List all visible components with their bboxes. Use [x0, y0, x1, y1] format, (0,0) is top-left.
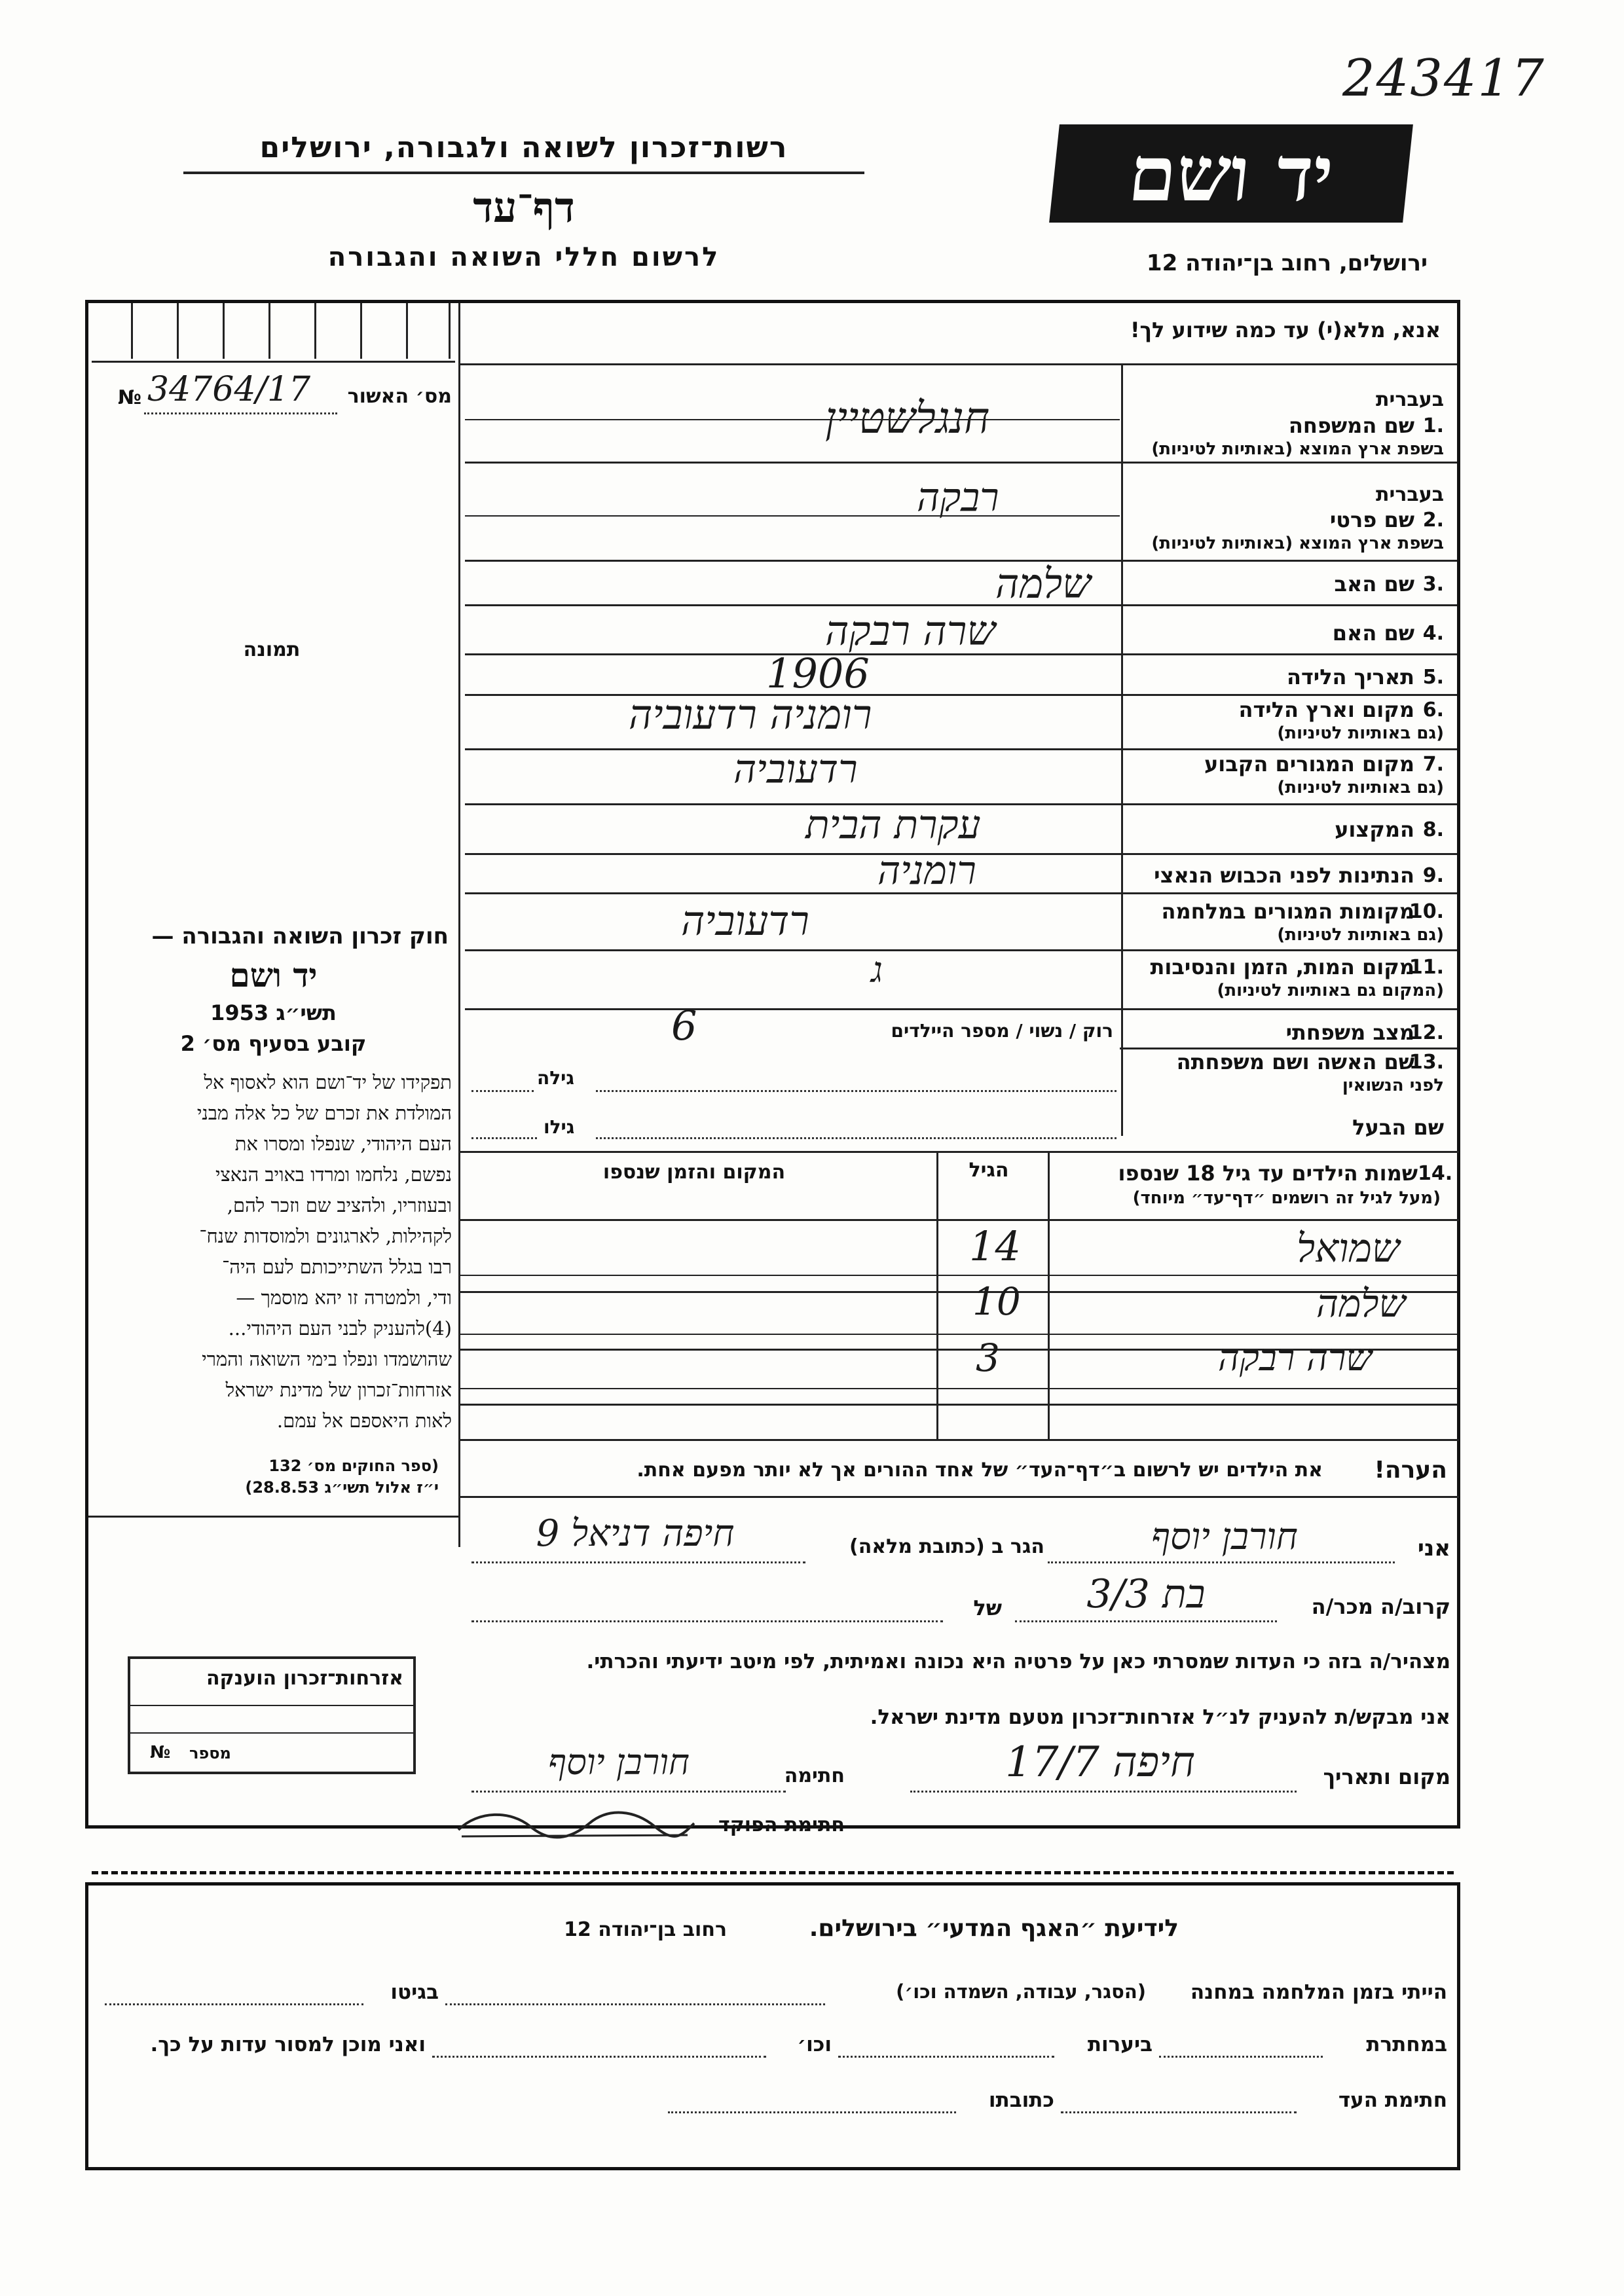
registration-number: 34764/17 [147, 370, 311, 409]
registration-dots [144, 412, 337, 414]
field-5-label: תאריך הלידה [1286, 665, 1414, 689]
law-line: תפקידו של יד־ושם הוא לאסוף אל [204, 1071, 452, 1093]
field-6-label: מקום וארץ הלידה [1238, 697, 1414, 722]
bottom-line1-dots-2 [105, 2003, 363, 2005]
note-bottom-rule [458, 1496, 1459, 1498]
witness-of-label: של [973, 1595, 1002, 1620]
signature-dots [471, 1791, 786, 1793]
bottom-title: לידיעת ״האגף המדעי״ בירושלים. [809, 1915, 1179, 1942]
field-11-value: ג [871, 949, 883, 991]
field-6-num: 6. [1422, 699, 1444, 721]
field-3-num: 3. [1422, 573, 1444, 596]
bottom-line2-c: וכו׳ [797, 2033, 832, 2056]
bottom-line3-dots-2 [668, 2111, 956, 2113]
law-line: לאות היאספם אל עמם. [276, 1410, 452, 1432]
witness-i-label: אני [1417, 1535, 1450, 1561]
field-2-label: שם פרטי [1329, 507, 1414, 532]
officer-signature-label: חתימת הפוקד [718, 1813, 845, 1836]
field-1-num: 1. [1422, 414, 1444, 437]
child-2-age: 10 [972, 1279, 1021, 1324]
law-bottom-rule [88, 1516, 460, 1518]
field-2-sub: בשפת ארץ המוצא (באותיות לטיניות) [1151, 534, 1444, 553]
field-11-sub: (המקום גם באותיות לטיניות) [1217, 981, 1444, 1000]
citizenship-number-label: מספר [189, 1744, 231, 1762]
citizenship-box [128, 1656, 416, 1774]
bottom-line1-c: בגיטו [390, 1980, 439, 2004]
field-5-value: 1906 [766, 649, 870, 697]
law-line: אזרחות־זכרון של מדינת ישראל [225, 1379, 452, 1401]
law-line: ודי, ולמטרה זו יהא מוסמך — [236, 1286, 452, 1309]
registration-no-sign: № [118, 386, 142, 409]
signature-value: חורבן יוסף [548, 1741, 690, 1783]
children-top-rule [458, 1151, 1459, 1153]
witness-name-dots [1048, 1561, 1395, 1563]
law-line: המולדת את זכרם של כל אלה מבני [196, 1102, 452, 1124]
field-10-num: 10. [1409, 900, 1444, 923]
husband-age-label: גילו [544, 1116, 575, 1138]
law-name: יד ושם [229, 956, 318, 994]
field-11-label: מקום המות, הזמן והנסיבות [1150, 955, 1414, 979]
field-11-num: 11. [1409, 956, 1444, 979]
field-1-label: שם המשפחה [1288, 413, 1414, 438]
witness-address: חיפה דניאל 9 [536, 1512, 735, 1555]
form-title: דף־עד [473, 183, 575, 232]
place-date-label: מקום ותאריך [1323, 1764, 1450, 1789]
field-7-num: 7. [1422, 753, 1444, 776]
field-6-value: רומניה רדעוביה [629, 691, 872, 738]
bottom-line1-b: (הסגר, עבודה, השמדה וכו׳) [896, 1980, 1146, 2003]
field-9-num: 9. [1422, 864, 1444, 887]
bottom-line3-a: חתימת העד [1338, 2088, 1447, 2112]
law-line: ובעוזריו, ולהציב שם וזכר להם, [227, 1194, 452, 1216]
law-source-1: (ספר החוקים מס׳ 132 [268, 1457, 439, 1475]
witness-resides-label: הגר ב (כתובת מלאה) [849, 1535, 1044, 1558]
field-3-label: שם האב [1334, 572, 1414, 596]
archive-number: 243417 [1342, 49, 1545, 108]
address: ירושלים, רחוב בן־יהודה 12 [1146, 250, 1428, 276]
place-date-dots [910, 1791, 1297, 1793]
bottom-address: רחוב בן־יהודה 12 [564, 1918, 727, 1941]
citizenship-no-sign: № [150, 1743, 171, 1762]
logo [1049, 124, 1413, 223]
wife-age-label: גילה [537, 1067, 574, 1089]
field-7-value: רדעוביה [733, 746, 858, 792]
field-2-value: רבקה [917, 475, 999, 520]
child-1-age: 14 [969, 1222, 1021, 1270]
tear-off-line [92, 1871, 1454, 1874]
field-rows [458, 363, 1457, 1140]
bottom-line3-dots-1 [1061, 2111, 1297, 2113]
field-4-label: שם האם [1332, 621, 1414, 646]
law-line: (4)להעניק לבני העם היהודי... [228, 1317, 452, 1339]
field-3-value: שלמה [995, 560, 1091, 608]
signature-label: חתימה [784, 1764, 845, 1787]
officer-signature-scribble [452, 1804, 701, 1843]
field-2-num: 2. [1422, 509, 1444, 532]
field-12-value: 6 [671, 1002, 697, 1049]
law-title: חוק זכרון השואה והגבורה — [151, 923, 449, 949]
law-body [98, 1067, 452, 1436]
bottom-line2-dots-3 [432, 2056, 766, 2058]
children-age-header: הגיל [969, 1159, 1009, 1182]
field-13-sub: לפני הנשואין [1342, 1076, 1444, 1095]
law-line: נפשם, נלחמו ומרדו באויב הנאצי [215, 1163, 452, 1186]
field-6-sub: (גם באותיות לטיניות) [1277, 723, 1444, 743]
children-label: שמות הילדים עד גיל 18 שנספו [1118, 1161, 1418, 1186]
witness-relation-dots [1015, 1620, 1277, 1622]
child-3-age: 3 [976, 1336, 1000, 1380]
field-5-num: 5. [1422, 666, 1444, 689]
child-1-name: שמואל [1297, 1226, 1400, 1271]
husband-label: שם הבעל [1352, 1115, 1444, 1140]
field-10-sub: (גם באותיות לטיניות) [1277, 925, 1444, 945]
law-line: רבו בגלל השתייכותם לעם היה־ [222, 1256, 452, 1278]
citizenship-box-title: אזרחות־זכרון הוענקה [206, 1667, 403, 1690]
field-8-value: עקרת הבית [805, 802, 981, 848]
child-3-name: שרה רבקה [1218, 1337, 1373, 1379]
field-1-value: חנגלשטיין [825, 393, 990, 443]
law-line: לקהילות, לארגונים ולמוסדות שנח־ [199, 1225, 452, 1247]
field-4-value: שרה רבקה [825, 607, 996, 655]
field-13-num: 13. [1409, 1051, 1444, 1074]
children-sub: (מעל לגיל זה רושמים ״דף־עד״ מיוחד) [1132, 1188, 1441, 1208]
field-8-label: המקצוע [1335, 817, 1414, 842]
field-13-label: שם האשה ושם משפחתה [1176, 1049, 1414, 1074]
hebrew-label: בעברית [1376, 388, 1444, 411]
bottom-line2-dots-1 [1159, 2056, 1323, 2058]
field-8-num: 8. [1422, 818, 1444, 841]
place-date-value: חיפה 17/7 [1005, 1738, 1195, 1787]
child-2-name: שלמה [1316, 1281, 1406, 1326]
intro-text: אנא, מלא(י) עד כמה שידוע לך! [1130, 318, 1441, 342]
field-10-value: רדעוביה [681, 897, 809, 945]
marital-options: רוק / נשוי / מספר היילדים [891, 1020, 1113, 1042]
field-12-num: 12. [1409, 1021, 1444, 1044]
witness-declaration: מצהיר/ה בזה כי העדות שמסרתי כאן על פרטיה היא נכונה ואמיתית, לפי מיטב ידיעתי והכרתי. [586, 1650, 1450, 1673]
field-4-num: 4. [1422, 622, 1444, 645]
witness-name: חורבן יוסף [1151, 1516, 1298, 1558]
note-text: את הילדים יש לרשום ב״דף־העד״ של אחד ההורים אך לא יותר מפעם אחת. [637, 1459, 1323, 1482]
hebrew-label-2: בעברית [1376, 483, 1444, 506]
officer-signature-mark [452, 1804, 701, 1843]
tick-strip [92, 303, 455, 362]
law-clause: קובע בסעיף מס׳ 2 [180, 1031, 367, 1056]
bottom-line2-a: במחתרת [1366, 2033, 1447, 2056]
logo-text: יד ושם [1124, 130, 1338, 219]
law-source-2: י״ז אלול תשי״ג 28.8.53) [245, 1478, 439, 1497]
org-name: רשות־זכרון לשואה ולגבורה, ירושלים [259, 131, 788, 164]
field-7-label: מקום המגורים הקבוע [1204, 752, 1414, 776]
witness-address-dots [471, 1561, 805, 1563]
field-1-sub: בשפת ארץ המוצא (באותיות לטיניות) [1151, 439, 1444, 459]
field-9-value: רומניה [877, 848, 976, 894]
field-7-sub: (גם באותיות לטיניות) [1277, 778, 1444, 797]
law-year: תשי״ג 1953 [210, 1000, 337, 1025]
bottom-line2-d: ואני מוכן למסור עדות על כך. [150, 2033, 426, 2056]
note-top-rule [458, 1439, 1459, 1441]
witness-relation-label: קרוב/ה מכר/ה [1311, 1594, 1450, 1619]
org-underline [183, 172, 864, 174]
bottom-line2-b: ביערות [1087, 2033, 1153, 2056]
field-9-label: הנתינות לפני הכבוש הנאצי [1154, 863, 1414, 888]
witness-relation: בת 3/3 [1086, 1571, 1206, 1617]
witness-of-dots [471, 1620, 943, 1622]
field-10-label: מקומות המגורים במלחמה [1161, 899, 1414, 924]
photo-label: תמונה [243, 638, 301, 661]
bottom-line1-dots-1 [445, 2003, 825, 2005]
bottom-line2-dots-2 [838, 2056, 1054, 2058]
witness-request: אני מבקש/ת להעניק לנ״ל אזרחות־זכרון מטעם מדינת ישראל. [870, 1705, 1450, 1729]
bottom-line3-b: כתובתו [988, 2088, 1054, 2112]
children-rows [458, 1219, 1457, 1439]
law-line: העם היהודי, שנפלו ומסרו את [234, 1133, 452, 1155]
form-subtitle: לרשום חללי השואה והגבורה [327, 242, 720, 272]
law-line: שהושמדו ונפלו בימי השואה והמרי [202, 1348, 452, 1370]
bottom-line1-a: הייתי בזמן המלחמה במחנה [1190, 1980, 1447, 2004]
children-place-header: המקום והזמן שנספו [602, 1161, 786, 1184]
note-label: הערה! [1374, 1457, 1447, 1484]
field-12-label: מצב משפחתי [1285, 1020, 1414, 1045]
children-num: 14. [1418, 1162, 1453, 1185]
registration-label: מס׳ האשור [347, 385, 452, 408]
